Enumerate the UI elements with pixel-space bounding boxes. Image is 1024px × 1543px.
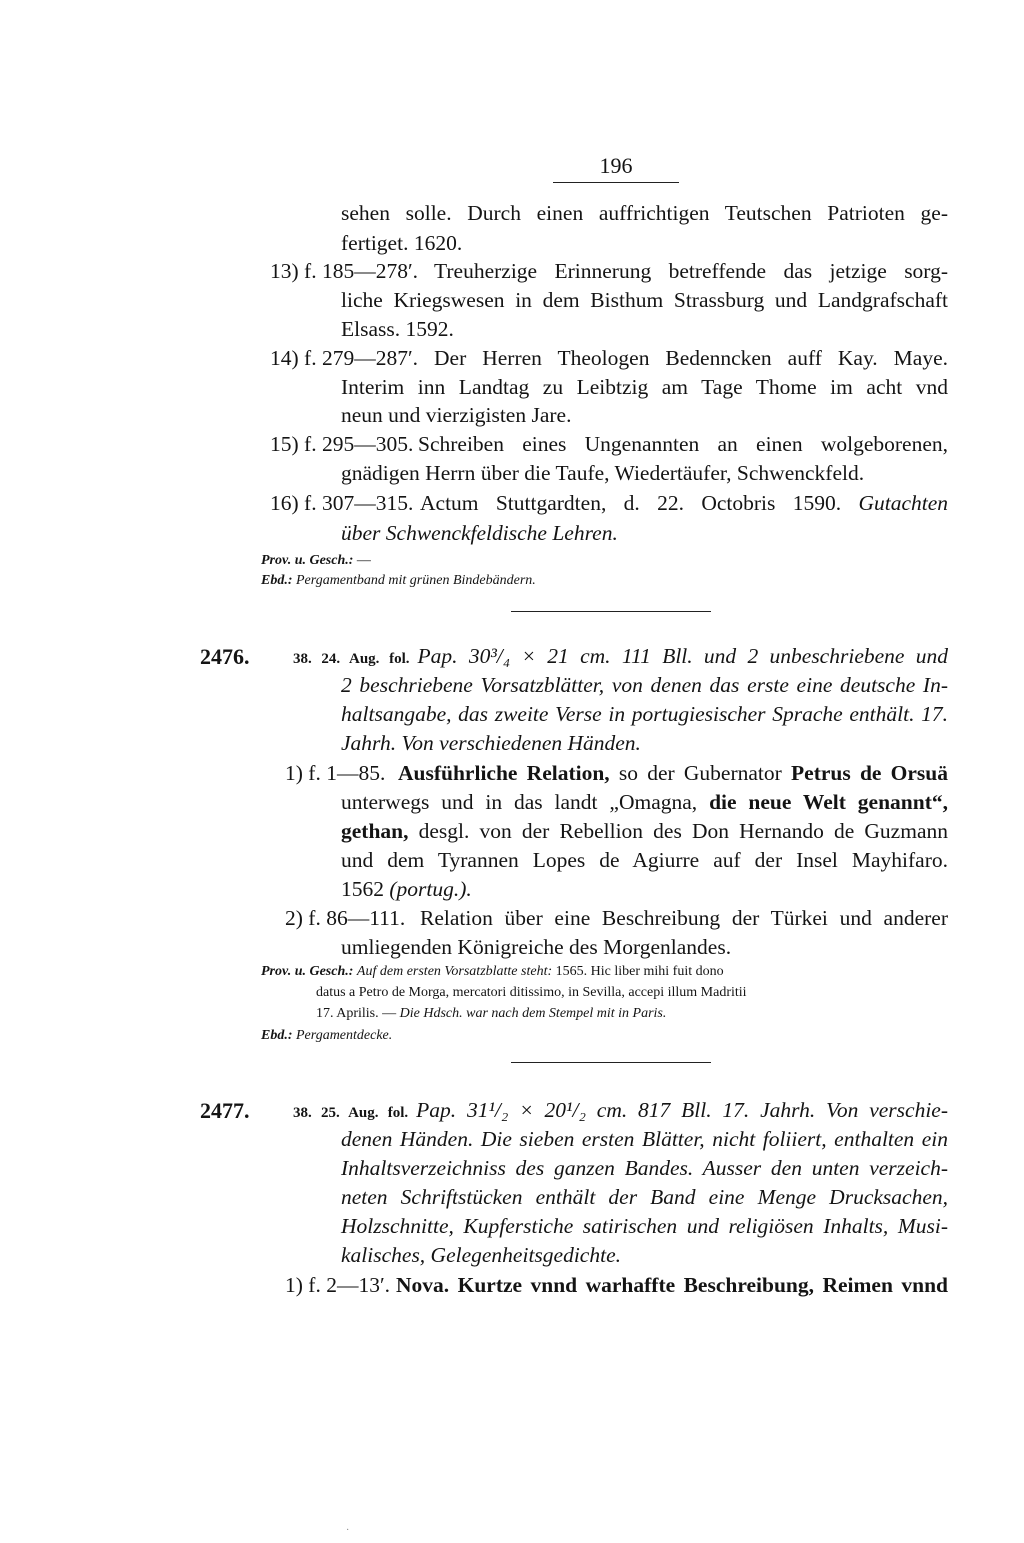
text-line: gethan, desgl. von der Rebellion des Don Hernando de Guzmann <box>341 819 948 843</box>
item-number: 1) f. 2—13′. <box>285 1273 391 1297</box>
entry-description-line: Jahrh. Von verschiedenen Händen. <box>341 731 641 755</box>
item-number: 13) f. 185—278′. <box>270 259 419 283</box>
entry-description-line: haltsangabe, das zweite Verse in portugiesischer Sprache enthält. 17. <box>341 702 948 726</box>
separator-rule <box>511 611 711 612</box>
entry-description-line: Inhaltsverzeichniss des ganzen Bandes. Ausser den unten verzeich- <box>341 1156 948 1180</box>
text-line: sehen solle. Durch einen auffrichtigen Teutschen Patrioten ge- <box>341 201 948 225</box>
entry-number: 2477. <box>200 1098 250 1123</box>
text-line: Relation über eine Beschreibung der Türkei und anderer <box>420 906 948 930</box>
provenance-note: Prov. u. Gesch.: — <box>261 553 371 568</box>
entry-description-line: kalisches, Gelegenheitsgedichte. <box>341 1243 621 1267</box>
entry-description-line: 38. 24. Aug. fol. Pap. 30³/₄ × 21 cm. 111 Bll. und 2 unbeschriebene und <box>293 644 948 668</box>
text-line: Nova. Kurtze vnnd warhaffte Beschreibung, Reimen vnnd <box>396 1273 948 1297</box>
separator-rule <box>511 1062 711 1063</box>
entry-description-line: denen Händen. Die sieben ersten Blätter, nicht foliiert, enthalten ein <box>341 1127 948 1151</box>
provenance-note: Prov. u. Gesch.: Auf dem ersten Vorsatzblatte steht: 1565. Hic liber mihi fuit dono <box>261 964 724 979</box>
entry-description-line: 38. 25. Aug. fol. Pap. 31¹/₂ × 20¹/₂ cm. 817 Bll. 17. Jahrh. Von verschie- <box>293 1098 948 1122</box>
text-line: Treuherzige Erinnerung betreffende das jetzige sorg- <box>434 259 948 283</box>
text-line: umliegenden Königreiche des Morgenlandes. <box>341 935 732 959</box>
text-line: über Schwenckfeldische Lehren. <box>341 521 618 545</box>
binding-note: Ebd.: Pergamentband mit grünen Bindebändern. <box>261 573 536 588</box>
text-line: 1562 (portug.). <box>341 877 472 901</box>
entry-description-line: neten Schriftstücken enthält der Band eine Menge Drucksachen, <box>341 1185 948 1209</box>
text-line: unterwegs und in das landt „Omagna, die neue Welt genannt“, <box>341 790 948 814</box>
entry-description-line: 2 beschriebene Vorsatzblätter, von denen das erste eine deutsche In- <box>341 673 948 697</box>
item-number: 14) f. 279—287′. <box>270 346 419 370</box>
item-number: 2) f. 86—111. <box>285 906 406 930</box>
binding-note: Ebd.: Pergamentdecke. <box>261 1028 393 1043</box>
entry-number: 2476. <box>200 644 250 669</box>
text-line: Der Herren Theologen Bedenncken auff Kay. Maye. <box>434 346 948 370</box>
text-line: liche Kriegswesen in dem Bisthum Strassburg und Landgrafschaft <box>341 288 948 312</box>
text-line: neun und vierzigisten Jare. <box>341 403 572 427</box>
text-line: Ausführliche Relation, so der Gubernator Petrus de Orsuä <box>398 761 949 785</box>
provenance-note: 17. Aprilis. — Die Hdsch. war nach dem Stempel mit in Paris. <box>316 1006 667 1021</box>
text-line: fertiget. 1620. <box>341 231 463 255</box>
text-line: und dem Tyrannen Lopes de Agiurre auf der Insel Mayhifaro. <box>341 848 948 872</box>
text-line: Actum Stuttgardten, d. 22. Octobris 1590. Gutachten <box>420 491 949 515</box>
provenance-note: datus a Petro de Morga, mercatori ditissimo, in Sevilla, accepi illum Madritii <box>316 985 747 1000</box>
page-number: 196 <box>553 154 679 183</box>
item-number: 1) f. 1—85. <box>285 761 386 785</box>
item-number: 15) f. 295—305. <box>270 432 414 456</box>
entry-description-line: Holzschnitte, Kupferstiche satirischen und religiösen Inhalts, Musi- <box>341 1214 948 1238</box>
text-line: Elsass. 1592. <box>341 317 454 341</box>
text-line: Schreiben eines Ungenannten an einen wolgeborenen, <box>418 432 948 456</box>
text-line: gnädigen Herrn über die Taufe, Wiedertäufer, Schwenckfeld. <box>341 461 865 485</box>
text-line: Interim inn Landtag zu Leibtzig am Tage Thome im acht vnd <box>341 375 948 399</box>
page-mark: · <box>346 1525 350 1536</box>
item-number: 16) f. 307—315. <box>270 491 414 515</box>
